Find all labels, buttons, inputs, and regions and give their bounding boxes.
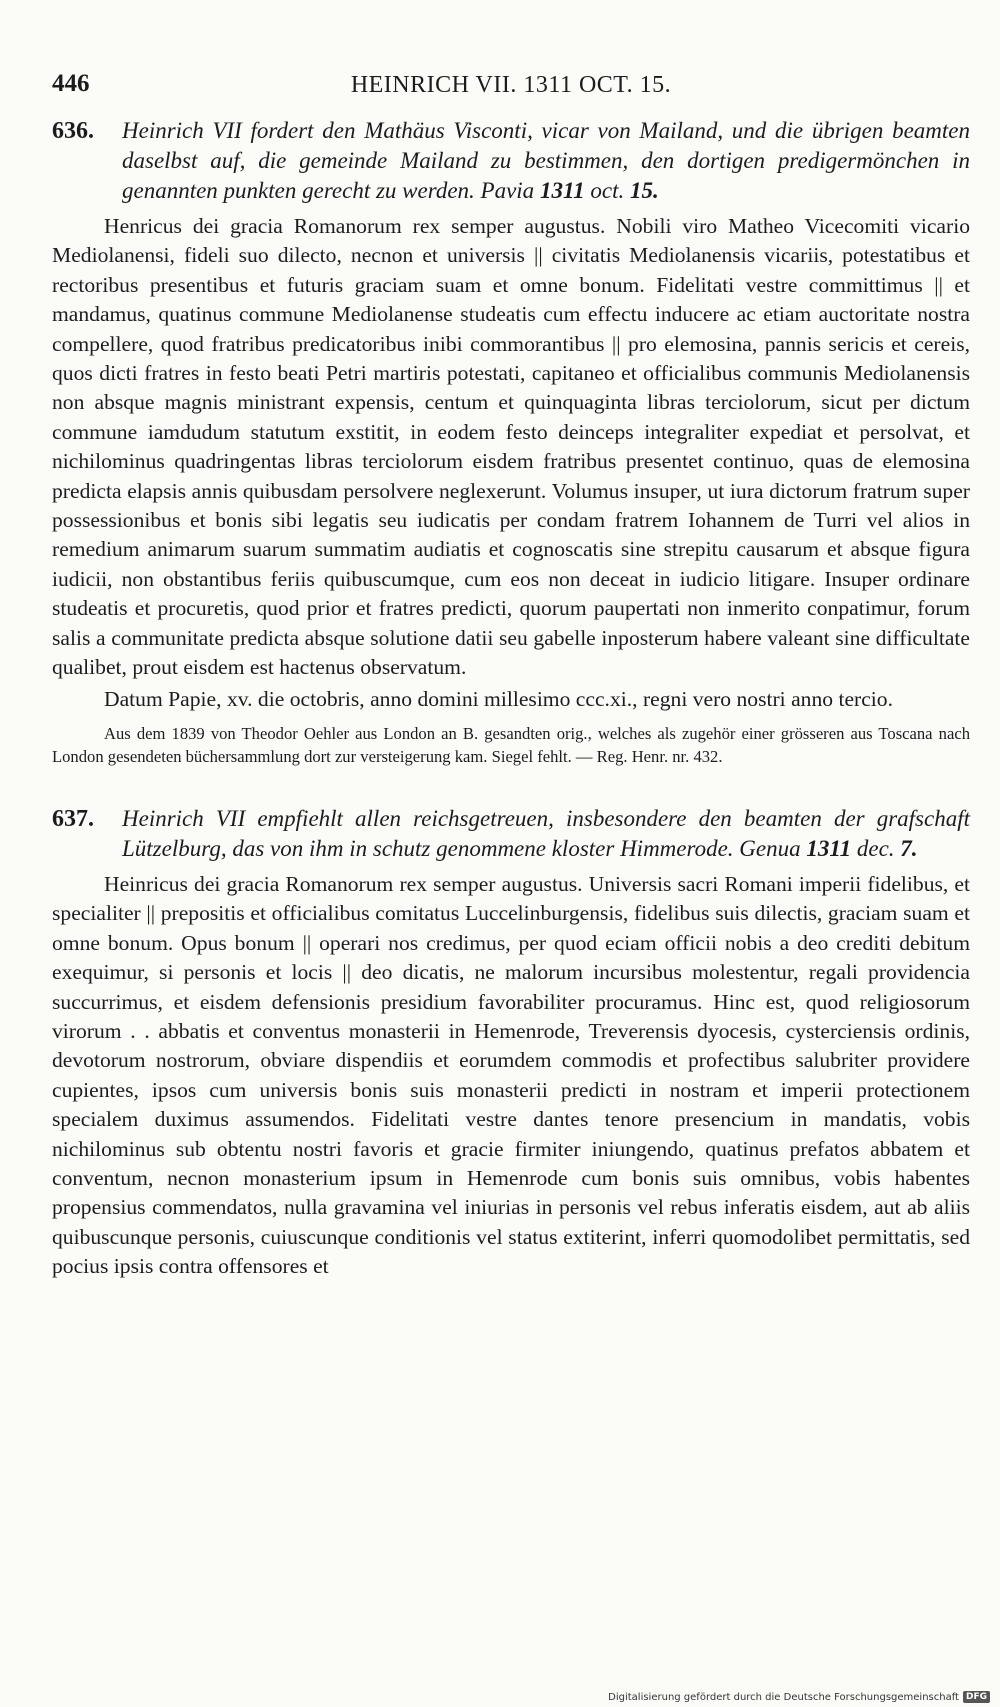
- page-number: 446: [52, 70, 90, 97]
- entry-637-summary: [52, 804, 970, 864]
- entry-summary-year: 1311: [806, 835, 852, 861]
- entry-636-source-note: Aus dem 1839 von Theodor Oehler aus London an B. gesandten orig., welches als zugehör einer grösseren aus Toscana nach London gesendeten büchersammlung dort zur versteigerung kam. Siegel fehlt. — Reg. Henr. nr. 432.: [52, 723, 970, 766]
- document-page: [52, 64, 970, 1282]
- entry-637-body: Heinricus dei gracia Romanorum rex semper augustus. Universis sacri Romani imperii fidelibus, et specialiter || prepositis et officialibus comitatus Luccelinburgensis, fidelibus suis dilectis, graciam suam et omne bonum. Opus bonum || operari nos credimus, per quod eciam officii nobis a deo crediti debitum exequimur, si personis et locis || deo dicatis, ne malorum incursibus molestentur, regali providencia succurrimus, et eisdem defensionis presidium favorabiliter procuramus. Hinc est, quod religiosorum virorum . . abbatis et conventus monasterii in Hemenrode, Treverensis dyocesis, cysterciensis ordinis, devotorum nostrorum, obviare dispendiis et eorumdem commodis et profectibus salubriter providere cupientes, ipsos cum universis bonis suis monasterii predicti in nostram et imperii protectionem specialem duximus assumendos. Fidelitati vestre dantes tenore presencium in mandatis, vobis nichilominus sub obtentu nostri favoris et gracie firmiter iniungendo, quatinus prefatos abbatem et conventum, necnon monasterium ipsum in Hemenrode cum bonis suis omnibus, vobis habentes propensius commendatos, nulla gravamina vel iniurias in personis vel rebus inferatis eisdem, aut ab aliis quibuscunque personis, cuiuscunque conditionis vel status extiterint, inferri quomodolibet permittatis, sed pocius ipsis contra offensores et: [52, 871, 970, 1279]
- entry-636-body: Henricus dei gracia Romanorum rex semper augustus. Nobili viro Matheo Vicecomiti vicario Mediolanensi, fideli suo dilecto, necnon et universis || civitatis Mediolanensis vicariis, potestatibus et rectoribus presentibus et futuris graciam suam et omne bonum. Fidelitati vestre committimus || et mandamus, quatinus commune Mediolanense studeatis cum effectu inducere ac etiam auctoritate nostra compellere, quod fratribus predicatoribus inibi commorantibus || pro elemosina, pannis sericis et cereis, quos dicti fratres in festo beati Petri martiris potestati, capitaneo et officialibus communis Mediolanensis non absque magnis ministrant expensis, centum et quinquaginta libras terciolorum, sicut per dictum commune iamdudum statutum exstitit, in eodem festo deinceps integraliter expediat et persolvat, et nichilominus quadringentas libras terciolorum eisdem fratribus presentet continuo, quas de elemosina predicta elapsis annis quibusdam persolvere neglexerunt. Volumus insuper, ut iura dictorum fratrum super possessionibus et bonis sibi legatis seu iudicatis per condam fratrem Iohannem de Turri vel alios in remedium animarum suarum summatim audiatis et cognoscatis sine strepitu causarum et absque figura iudicii, non obstantibus feriis quibuscumque, cum eos non deceat in iudicio litigare. Insuper ordinare studeatis et procuretis, quod prior et fratres predicti, quorum paupertati non inmerito conpatimur, forum salis a communitate predicta absque solutione datii seu gabelle inposterum habere valeant sine difficultate qualibet, prout eisdem est hactenus observatum.: [52, 214, 970, 680]
- footer-text: Digitalisierung gefördert durch die Deutsche Forschungsgemeinschaft: [608, 1691, 959, 1703]
- entry-number: 637.: [52, 805, 94, 832]
- entry-636-dated: Datum Papie, xv. die octobris, anno domini millesimo ccc.xi., regni vero nostri anno tercio.: [104, 686, 893, 711]
- entry-separator: [52, 768, 970, 796]
- digitization-footer: [608, 1691, 990, 1703]
- running-title: HEINRICH VII. 1311 OCT. 15.: [350, 72, 672, 98]
- entry-summary-year: 1311: [539, 178, 585, 203]
- entry-summary-tail: dec.: [851, 835, 901, 861]
- page-header: [52, 64, 970, 108]
- entry-636-summary: [52, 116, 970, 206]
- entry-number: 636.: [52, 118, 94, 144]
- entry-summary-text: Heinrich VII fordert den Mathäus Visconti, vicar von Mailand, und die übrigen beamten daselbst auf, die gemeinde Mailand zu bestimmen, den dortigen predigermönchen in genannten punkten gerecht zu werden. Pavia: [122, 118, 970, 203]
- entry-summary-text: Heinrich VII empfiehlt allen reichsgetreuen, insbesondere den beamten der grafschaft Lützelburg, das von ihm in schutz genommene kloster Himmerode. Genua: [122, 805, 970, 861]
- entry-summary-day: 7.: [900, 835, 918, 861]
- entry-summary-day: 15.: [630, 178, 659, 203]
- dfg-logo-icon: DFG: [963, 1691, 990, 1703]
- entry-summary-tail: oct.: [584, 178, 631, 203]
